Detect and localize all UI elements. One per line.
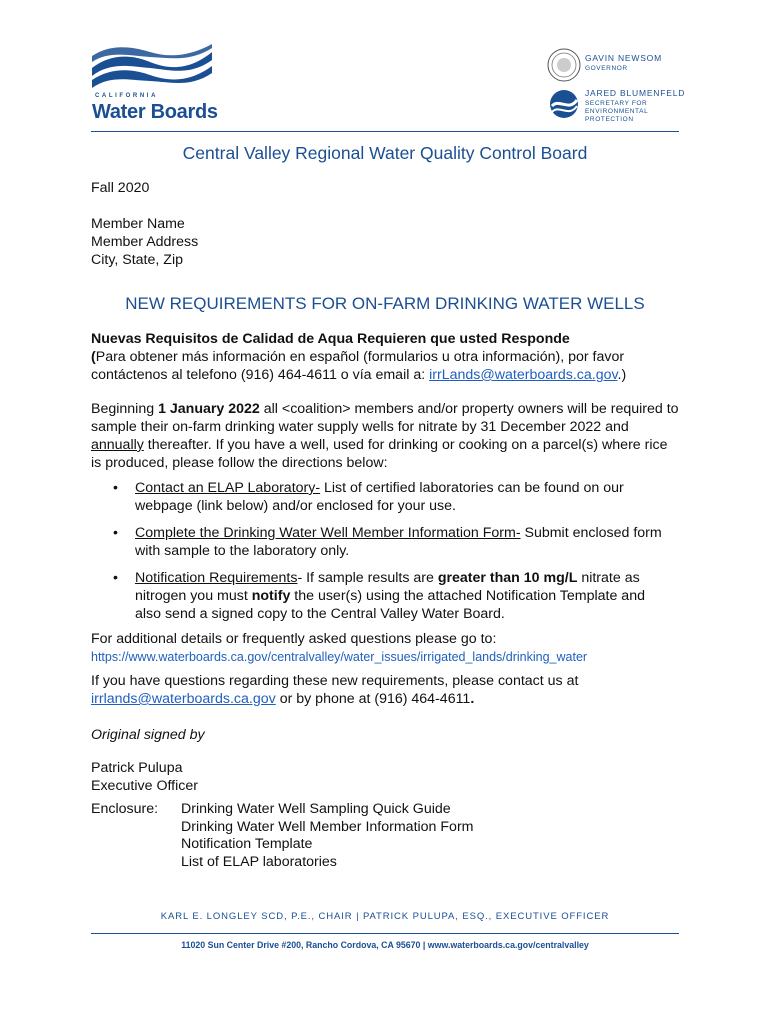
- footer-divider: [91, 933, 679, 934]
- contact-email-link[interactable]: irrlands@waterboards.ca.gov: [91, 691, 276, 707]
- enclosure-label: Enclosure:: [91, 801, 159, 817]
- secretary-title: SECRETARY FOR ENVIRONMENTAL PROTECTION: [585, 100, 649, 123]
- enclosure-item: Drinking Water Well Member Information Form: [181, 818, 474, 835]
- address-line: City, State, Zip: [91, 252, 183, 268]
- spanish-heading: Nuevas Requisitos de Calidad de Aqua Requieren que usted Responde: [91, 331, 570, 347]
- directions-list: [113, 479, 673, 632]
- list-item: • Contact an ELAP Laboratory- List of certified laboratories can be found on our webpage (link below) and/or enclosed for your use.: [113, 480, 624, 514]
- logo-state-text: CALIFORNIA: [95, 93, 158, 99]
- signatory-title: Executive Officer: [91, 778, 198, 794]
- list-item: • Notification Requirements- If sample results are greater than 10 mg/L nitrate as nitrogen you must notify the user(s) using the attached Notification Template and also send a signed copy to the Central Valley Water Board.: [113, 570, 645, 622]
- enclosure-list: [181, 801, 474, 872]
- footer-address: 11020 Sun Center Drive #200, Rancho Cordova, CA 95670 | www.waterboards.ca.gov/centralvalley: [181, 940, 589, 950]
- deadline-date: 1 January 2022: [158, 401, 260, 417]
- enclosure-item: Notification Template: [181, 836, 313, 853]
- questions-paragraph: If you have questions regarding these new requirements, please contact us at irrlands@waterboards.ca.gov or by phone at (916) 464-4611.: [91, 673, 579, 707]
- spanish-notice: [91, 330, 681, 384]
- secretary-name: JARED BLUMENFELD: [585, 88, 686, 98]
- calepa-logo-icon: [547, 88, 581, 120]
- enclosure-item: Drinking Water Well Sampling Quick Guide: [181, 801, 451, 817]
- letter-date: Fall 2020: [91, 180, 150, 196]
- logo-wordmark: Water Boards: [92, 101, 218, 123]
- list-item: • Complete the Drinking Water Well Member Information Form- Submit enclosed form with sample to the laboratory only.: [113, 525, 662, 559]
- intro-paragraph: Beginning 1 January 2022 all <coalition> members and/or property owners will be required to sample their on-farm drinking water supply wells for nitrate by 31 December 2022 and annually thereafter. If you have a well, used for drinking or cooking on a parcel(s) where rice is produced, please follow the directions below:: [91, 401, 679, 471]
- signature-note: Original signed by: [91, 727, 205, 743]
- address-line: Member Name: [91, 216, 185, 232]
- governor-title: GOVERNOR: [585, 65, 628, 72]
- board-title: Central Valley Regional Water Quality Control Board: [182, 143, 588, 163]
- header-divider: [91, 131, 679, 132]
- bullet-icon: •: [113, 570, 118, 586]
- spanish-email-link[interactable]: irrLands@waterboards.ca.gov: [429, 367, 618, 383]
- recipient-address: [91, 215, 198, 269]
- requirements-title: NEW REQUIREMENTS FOR ON-FARM DRINKING WATER WELLS: [125, 294, 645, 313]
- spanish-text: (Para obtener más información en español (formularios u otra información), por favor contáctenos al telefono (916) 464-4611 o vía email a: irrLands@waterboards.ca.gov.): [91, 349, 627, 383]
- signatory: [91, 759, 198, 795]
- governor-name: GAVIN NEWSOM: [585, 53, 662, 63]
- details-paragraph: For additional details or frequently asked questions please go to: https://www.waterboards.ca.gov/centralvalley/water_issues/irrigated_lands/drinking_water: [91, 630, 681, 666]
- state-seal-icon: [547, 48, 581, 82]
- footer-officers: KARL E. LONGLEY SCD, P.E., CHAIR | PATRICK PULUPA, ESQ., EXECUTIVE OFFICER: [160, 911, 610, 922]
- enclosure-item: List of ELAP laboratories: [181, 854, 337, 871]
- address-line: Member Address: [91, 234, 199, 250]
- signatory-name: Patrick Pulupa: [91, 760, 183, 776]
- bullet-icon: •: [113, 525, 118, 541]
- details-url-link[interactable]: https://www.waterboards.ca.gov/centralvalley/water_issues/irrigated_lands/drinking_water: [91, 650, 588, 664]
- bullet-icon: •: [113, 480, 118, 496]
